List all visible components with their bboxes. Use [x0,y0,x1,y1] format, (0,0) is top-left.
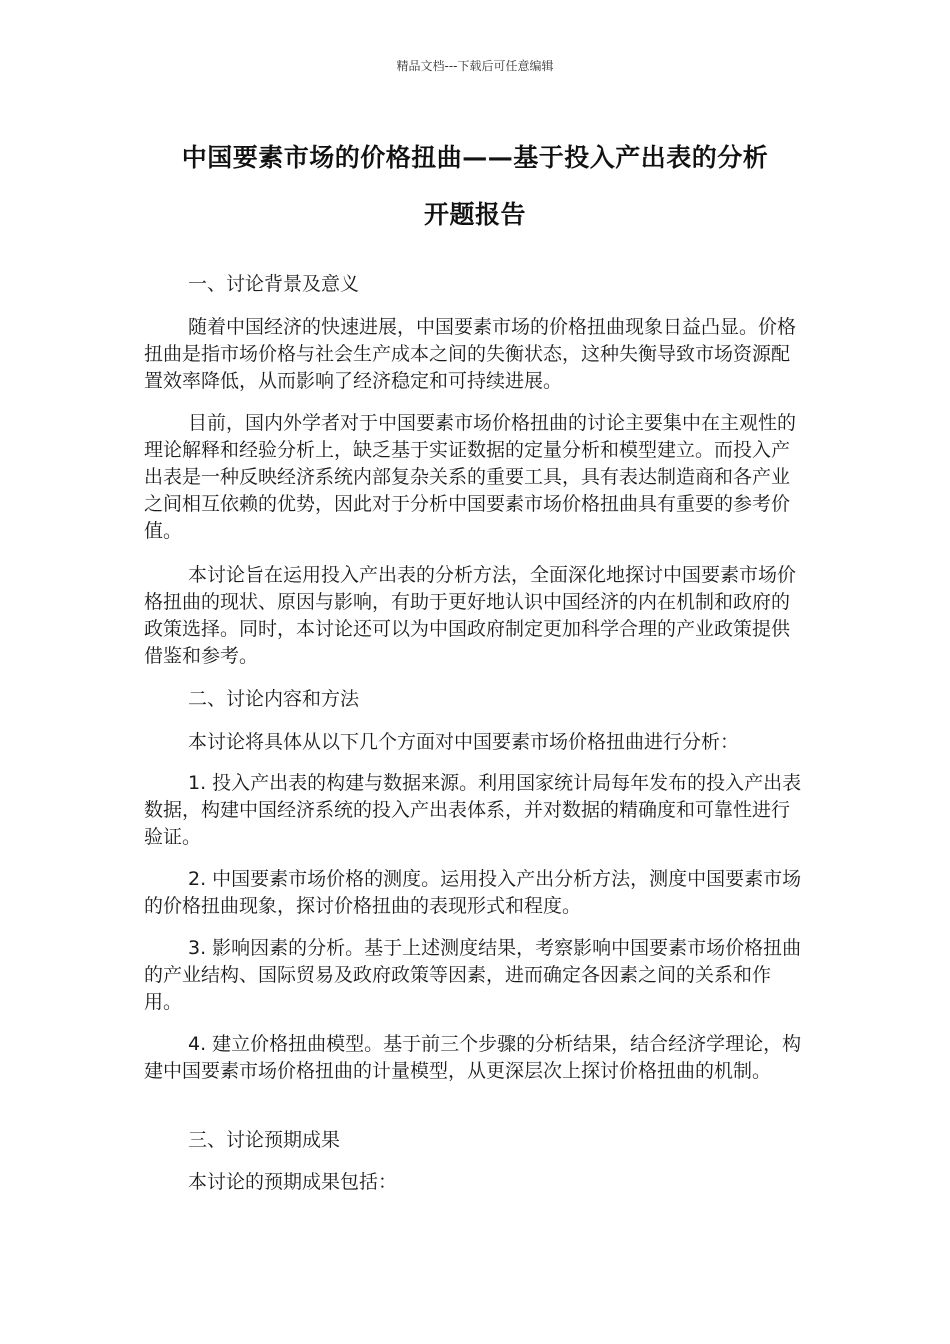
document-title-line1: 中国要素市场的价格扭曲——基于投入产出表的分析 [181,143,769,172]
paragraph-background-2: 目前，国内外学者对于中国要素市场价格扭曲的讨论主要集中在主观性的理论解释和经验分析上，缺乏基于实证数据的定量分析和模型建立。而投入产出表是一种反映经济系统内部复杂关系的重要工具，具有表达制造商和各产业之间相互依赖的优势，因此对于分析中国要素市场价格扭曲具有重要的参考价值。 [144,412,797,542]
paragraph-background-1: 随着中国经济的快速进展，中国要素市场的价格扭曲现象日益凸显。价格扭曲是指市场价格与社会生产成本之间的失衡状态，这种失衡导致市场资源配置效率降低，从而影响了经济稳定和可持续进展。 [144,316,797,392]
list-item-3: 3. 影响因素的分析。基于上述测度结果，考察影响中国要素市场价格扭曲的产业结构、国际贸易及政府政策等因素，进而确定各因素之间的关系和作用。 [144,937,802,1013]
list-item-2: 2. 中国要素市场价格的测度。运用投入产出分析方法，测度中国要素市场的价格扭曲现象，探讨价格扭曲的表现形式和程度。 [144,868,802,917]
section-heading-expected-results: 三、讨论预期成果 [188,1129,341,1151]
paragraph-background-3: 本讨论旨在运用投入产出表的分析方法，全面深化地探讨中国要素市场价格扭曲的现状、原因与影响，有助于更好地认识中国经济的内在机制和政府的政策选择。同时，本讨论还可以为中国政府制定更加科学合理的产业政策提供借鉴和参考。 [144,564,797,667]
paragraph-content-intro: 本讨论将具体从以下几个方面对中国要素市场价格扭曲进行分析： [188,731,740,753]
list-item-4: 4. 建立价格扭曲模型。基于前三个步骤的分析结果，结合经济学理论，构建中国要素市场价格扭曲的计量模型，从更深层次上探讨价格扭曲的机制。 [144,1033,802,1082]
section-heading-background: 一、讨论背景及意义 [188,273,360,295]
paragraph-results-intro: 本讨论的预期成果包括： [188,1171,398,1193]
page-header-watermark: 精品文档---下载后可任意编辑 [396,59,554,73]
section-heading-content-method: 二、讨论内容和方法 [188,688,360,710]
list-item-1: 1. 投入产出表的构建与数据来源。利用国家统计局每年发布的投入产出表数据，构建中国经济系统的投入产出表体系，并对数据的精确度和可靠性进行验证。 [144,772,802,848]
document-title-line2: 开题报告 [423,200,526,229]
